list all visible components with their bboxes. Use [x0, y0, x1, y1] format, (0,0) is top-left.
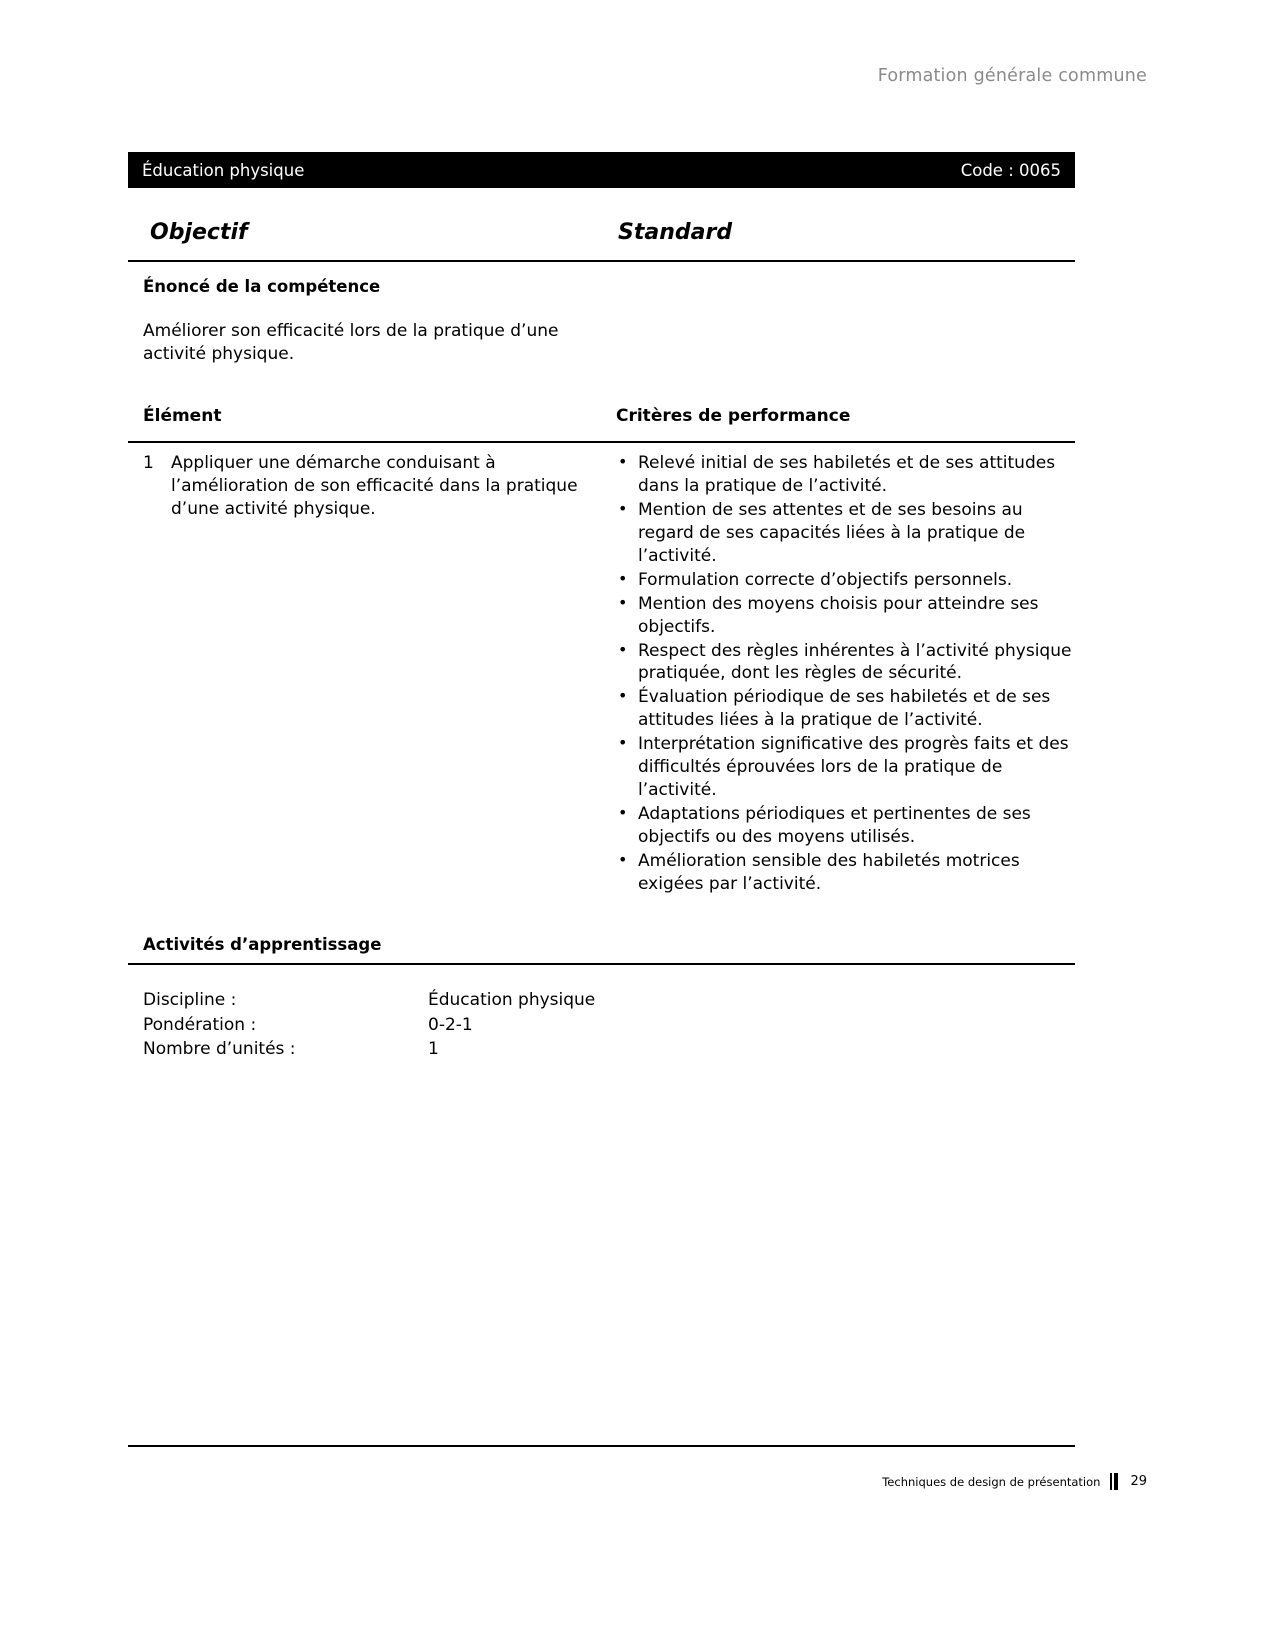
activites-value: 0-2-1	[428, 1014, 473, 1035]
criteres-cell	[616, 452, 1080, 897]
activites-rule	[128, 963, 1075, 965]
element-cell	[143, 452, 583, 521]
objectif-standard-header	[128, 220, 1075, 262]
competency-code: Code : 0065	[960, 160, 1061, 180]
list-item: • Adaptations périodiques et pertinentes de ses objectifs ou des moyens utilisés.	[616, 803, 1080, 849]
criteres-list	[616, 452, 1080, 896]
activites-heading: Activités d’apprentissage	[143, 935, 382, 954]
list-item: • Respect des règles inhérentes à l’activité physique pratiquée, dont les règles de sécurité.	[616, 640, 1080, 686]
activites-value: Éducation physique	[428, 990, 596, 1010]
list-item: • Mention des moyens choisis pour atteindre ses objectifs.	[616, 593, 1080, 639]
competency-title-bar	[128, 152, 1075, 188]
footer-divider-icon	[1110, 1473, 1112, 1490]
enonce-text: Améliorer son efficacité lors de la pratique d’une activité physique.	[143, 321, 559, 364]
objectif-heading: Objectif	[150, 220, 248, 245]
criteres-heading: Critères de performance	[616, 406, 851, 426]
table-row	[143, 988, 595, 1013]
standard-heading: Standard	[618, 220, 733, 245]
page-header-text: Formation générale commune	[877, 66, 1147, 86]
list-item: • Interprétation significative des progrès faits et des difficultés éprouvées lors de la pratique de l’activité.	[616, 733, 1080, 802]
list-item: • Relevé initial de ses habiletés et de ses attitudes dans la pratique de l’activité.	[616, 452, 1080, 498]
competency-title: Éducation physique	[142, 160, 305, 180]
activites-key: Nombre d’unités :	[143, 1039, 296, 1060]
activites-value: 1	[428, 1039, 439, 1060]
table-row	[143, 1013, 595, 1038]
element-criteres-header	[128, 406, 1075, 443]
activites-key: Pondération :	[143, 1014, 257, 1035]
activites-key: Discipline :	[143, 990, 237, 1010]
element-heading: Élément	[143, 406, 222, 426]
element-number: 1	[143, 453, 154, 473]
footer-text: Techniques de design de présentation	[882, 1474, 1101, 1489]
list-item: • Évaluation périodique de ses habiletés et de ses attitudes liées à la pratique de l’activité.	[616, 686, 1080, 732]
activites-table	[143, 988, 595, 1062]
page-number: 29	[1130, 1474, 1147, 1489]
page-footer	[882, 1473, 1147, 1490]
list-item: • Amélioration sensible des habiletés motrices exigées par l’activité.	[616, 850, 1080, 896]
list-item: • Formulation correcte d’objectifs personnels.	[616, 569, 1080, 592]
element-text: Appliquer une démarche conduisant à l’amélioration de son efficacité dans la pratique d’une activité physique.	[171, 453, 578, 519]
list-item: • Mention de ses attentes et de ses besoins au regard de ses capacités liées à la pratique de l’activité.	[616, 499, 1080, 568]
table-row	[143, 1037, 595, 1062]
enonce-heading: Énoncé de la compétence	[143, 277, 381, 296]
footer-rule	[128, 1445, 1075, 1447]
footer-divider-icon	[1114, 1473, 1118, 1490]
